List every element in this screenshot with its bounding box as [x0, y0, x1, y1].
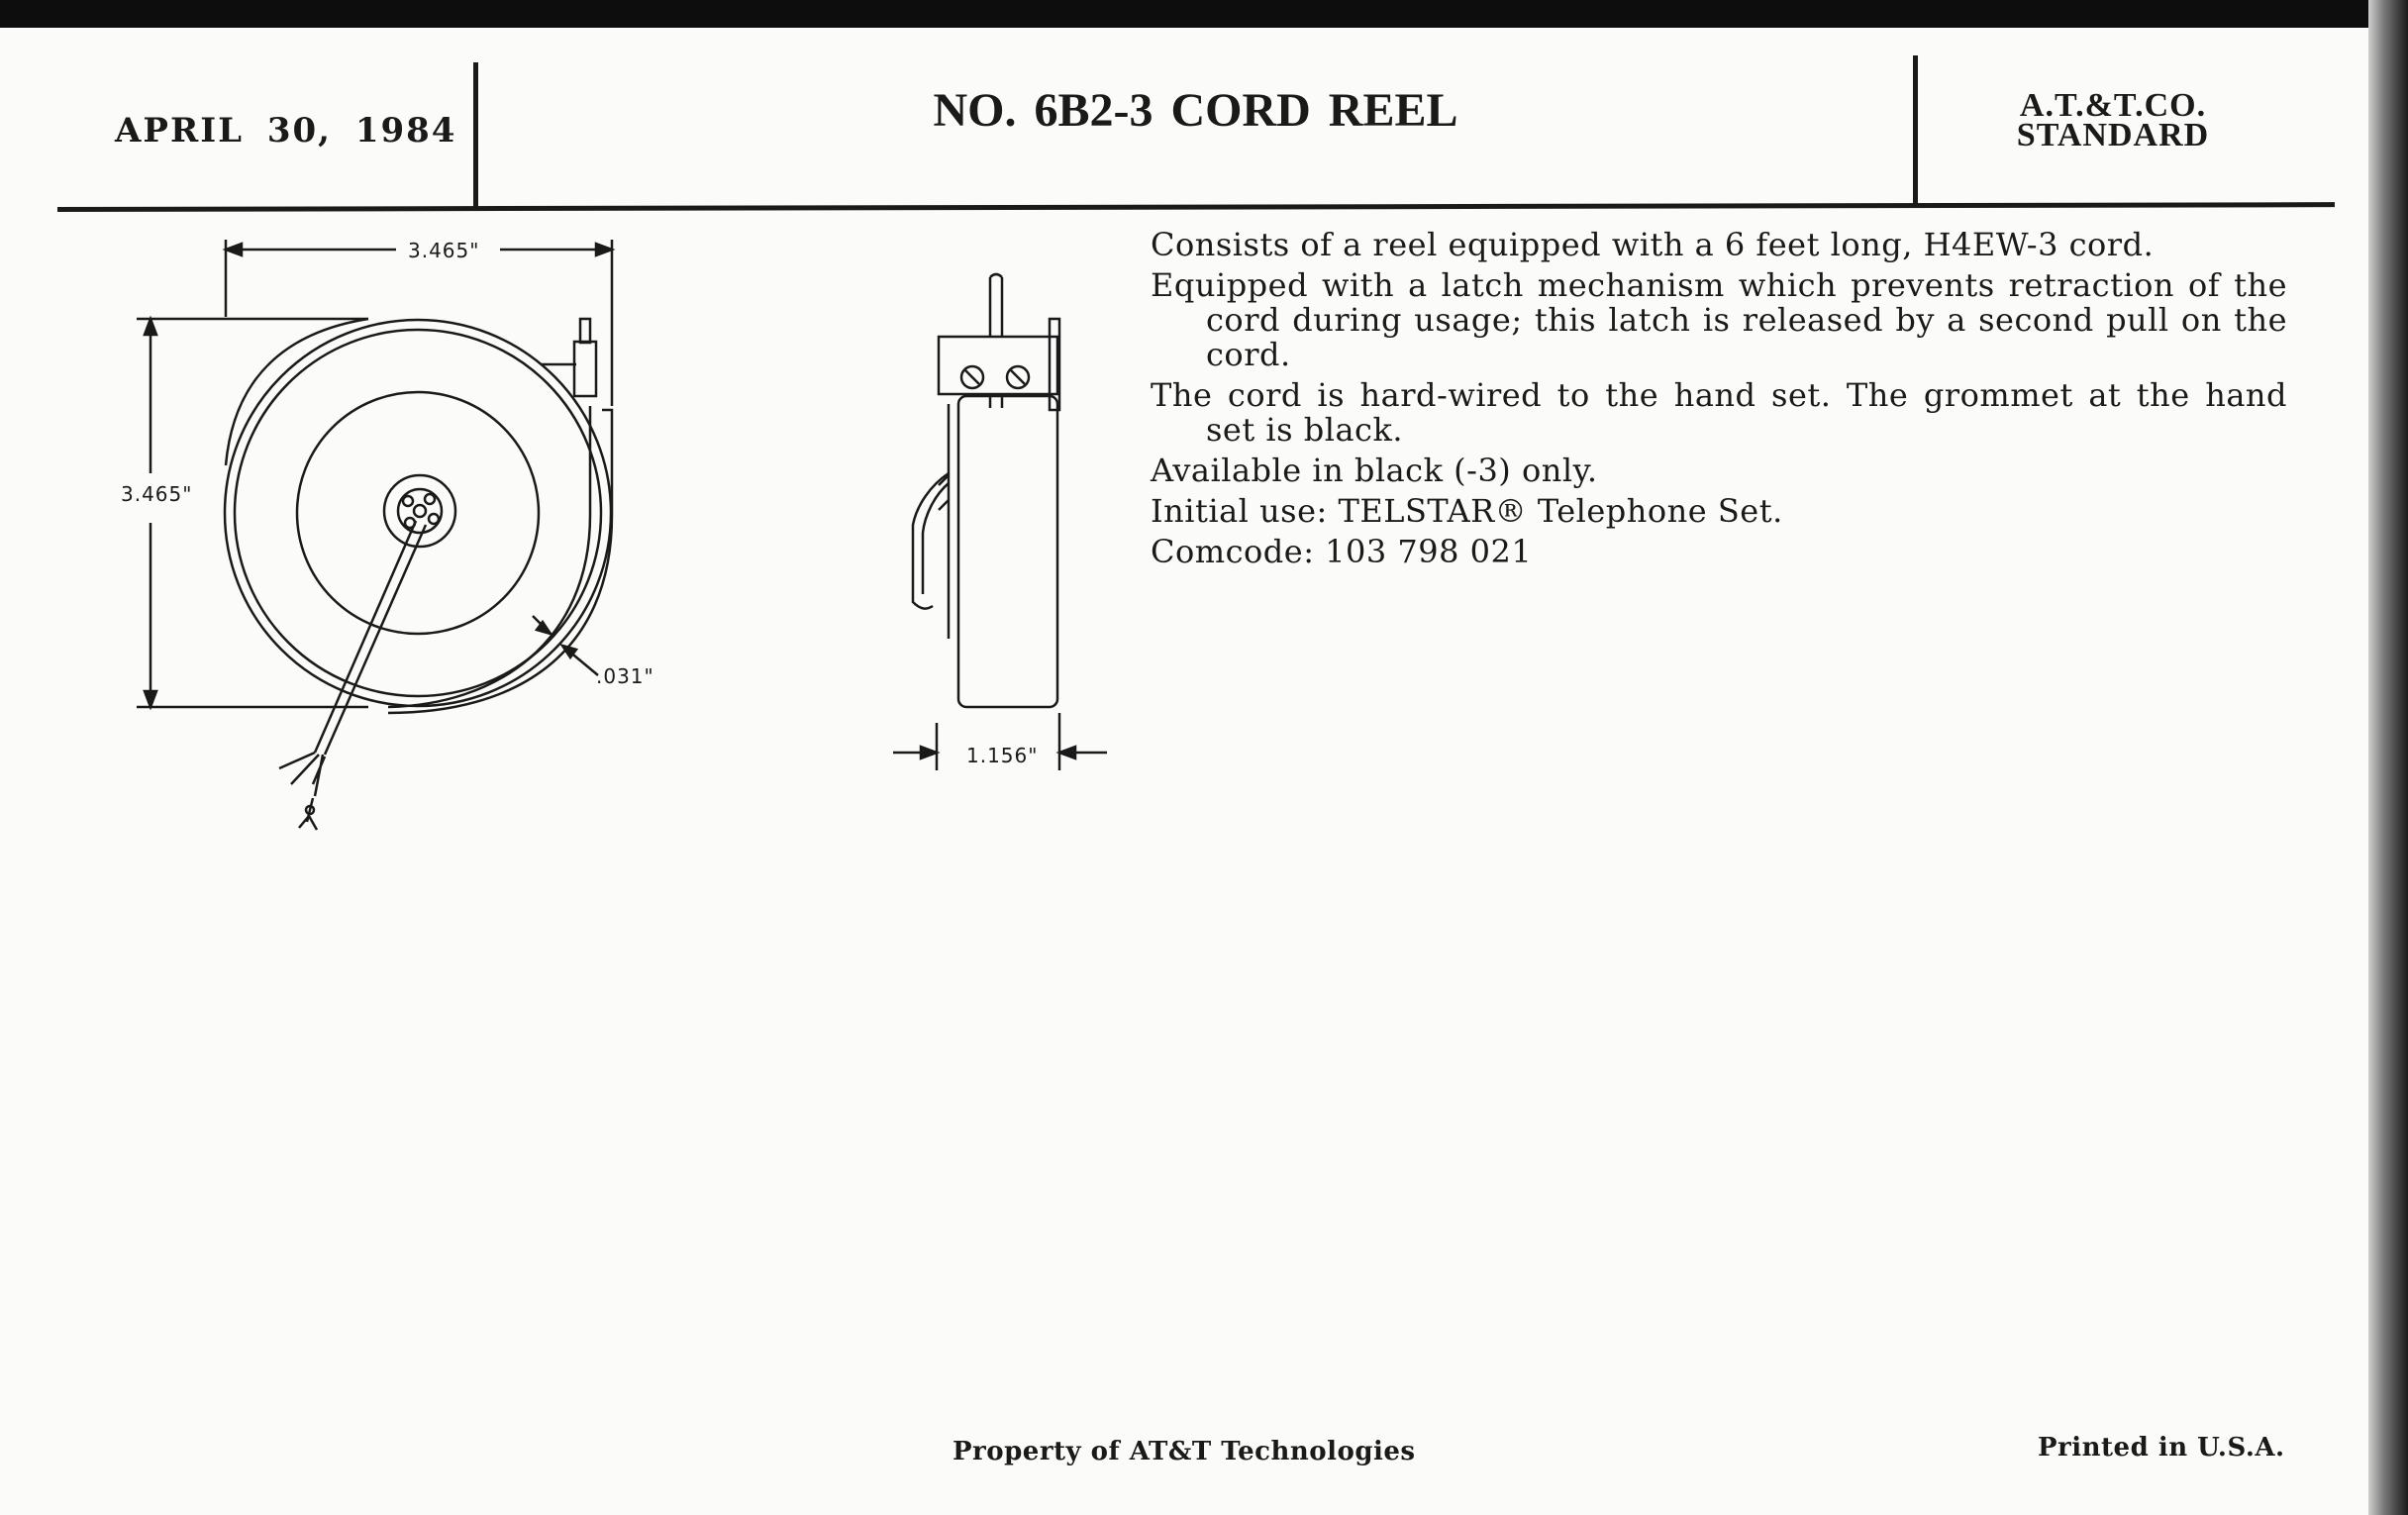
thickness-dim-label: .031"	[596, 664, 654, 688]
description-line: Comcode: 103 798 021	[1151, 533, 1533, 570]
issue-date: APRIL 30, 1984	[115, 111, 457, 151]
cord-line-1	[315, 521, 416, 753]
standard-line-2: STANDARD	[2016, 117, 2210, 153]
height-dim-label: 3.465"	[121, 482, 193, 506]
reel-hub-ring	[297, 392, 539, 634]
hub-inner	[398, 489, 442, 533]
description-line: Available in black (-3) only.	[1151, 452, 1598, 489]
footer-printed: Printed in U.S.A.	[2038, 1433, 2285, 1463]
page-title: NO. 6B2-3 CORD REEL	[933, 84, 1458, 137]
latch-block	[574, 342, 596, 396]
side-bracket	[939, 337, 1057, 394]
description-line: Initial use: TELSTAR® Telephone Set.	[1151, 492, 1783, 530]
width-dim-label: 3.465"	[408, 239, 480, 262]
depth-dim-label: 1.156"	[966, 744, 1039, 767]
side-cord-loop	[913, 473, 949, 609]
cord-wire-ends	[279, 753, 325, 796]
description-line: Equipped with a latch mechanism which prevents retraction of the cord during usage; this latch is released by a second pull on the cord.	[1151, 266, 2287, 373]
reel-guard-outer	[388, 406, 590, 707]
cord-line-2	[325, 525, 426, 755]
standard-line-1: A.T.&T.CO.	[2019, 87, 2207, 124]
side-body	[958, 396, 1057, 707]
reel-outer-rim	[225, 320, 611, 706]
reel-guard-rim	[388, 410, 612, 713]
description-line: The cord is hard-wired to the hand set. The grommet at the hand set is black.	[1151, 376, 2287, 449]
description-line: Consists of a reel equipped with a 6 feet long, H4EW-3 cord.	[1151, 226, 2155, 263]
footer-property: Property of AT&T Technologies	[953, 1437, 1416, 1466]
description	[1151, 228, 2287, 575]
